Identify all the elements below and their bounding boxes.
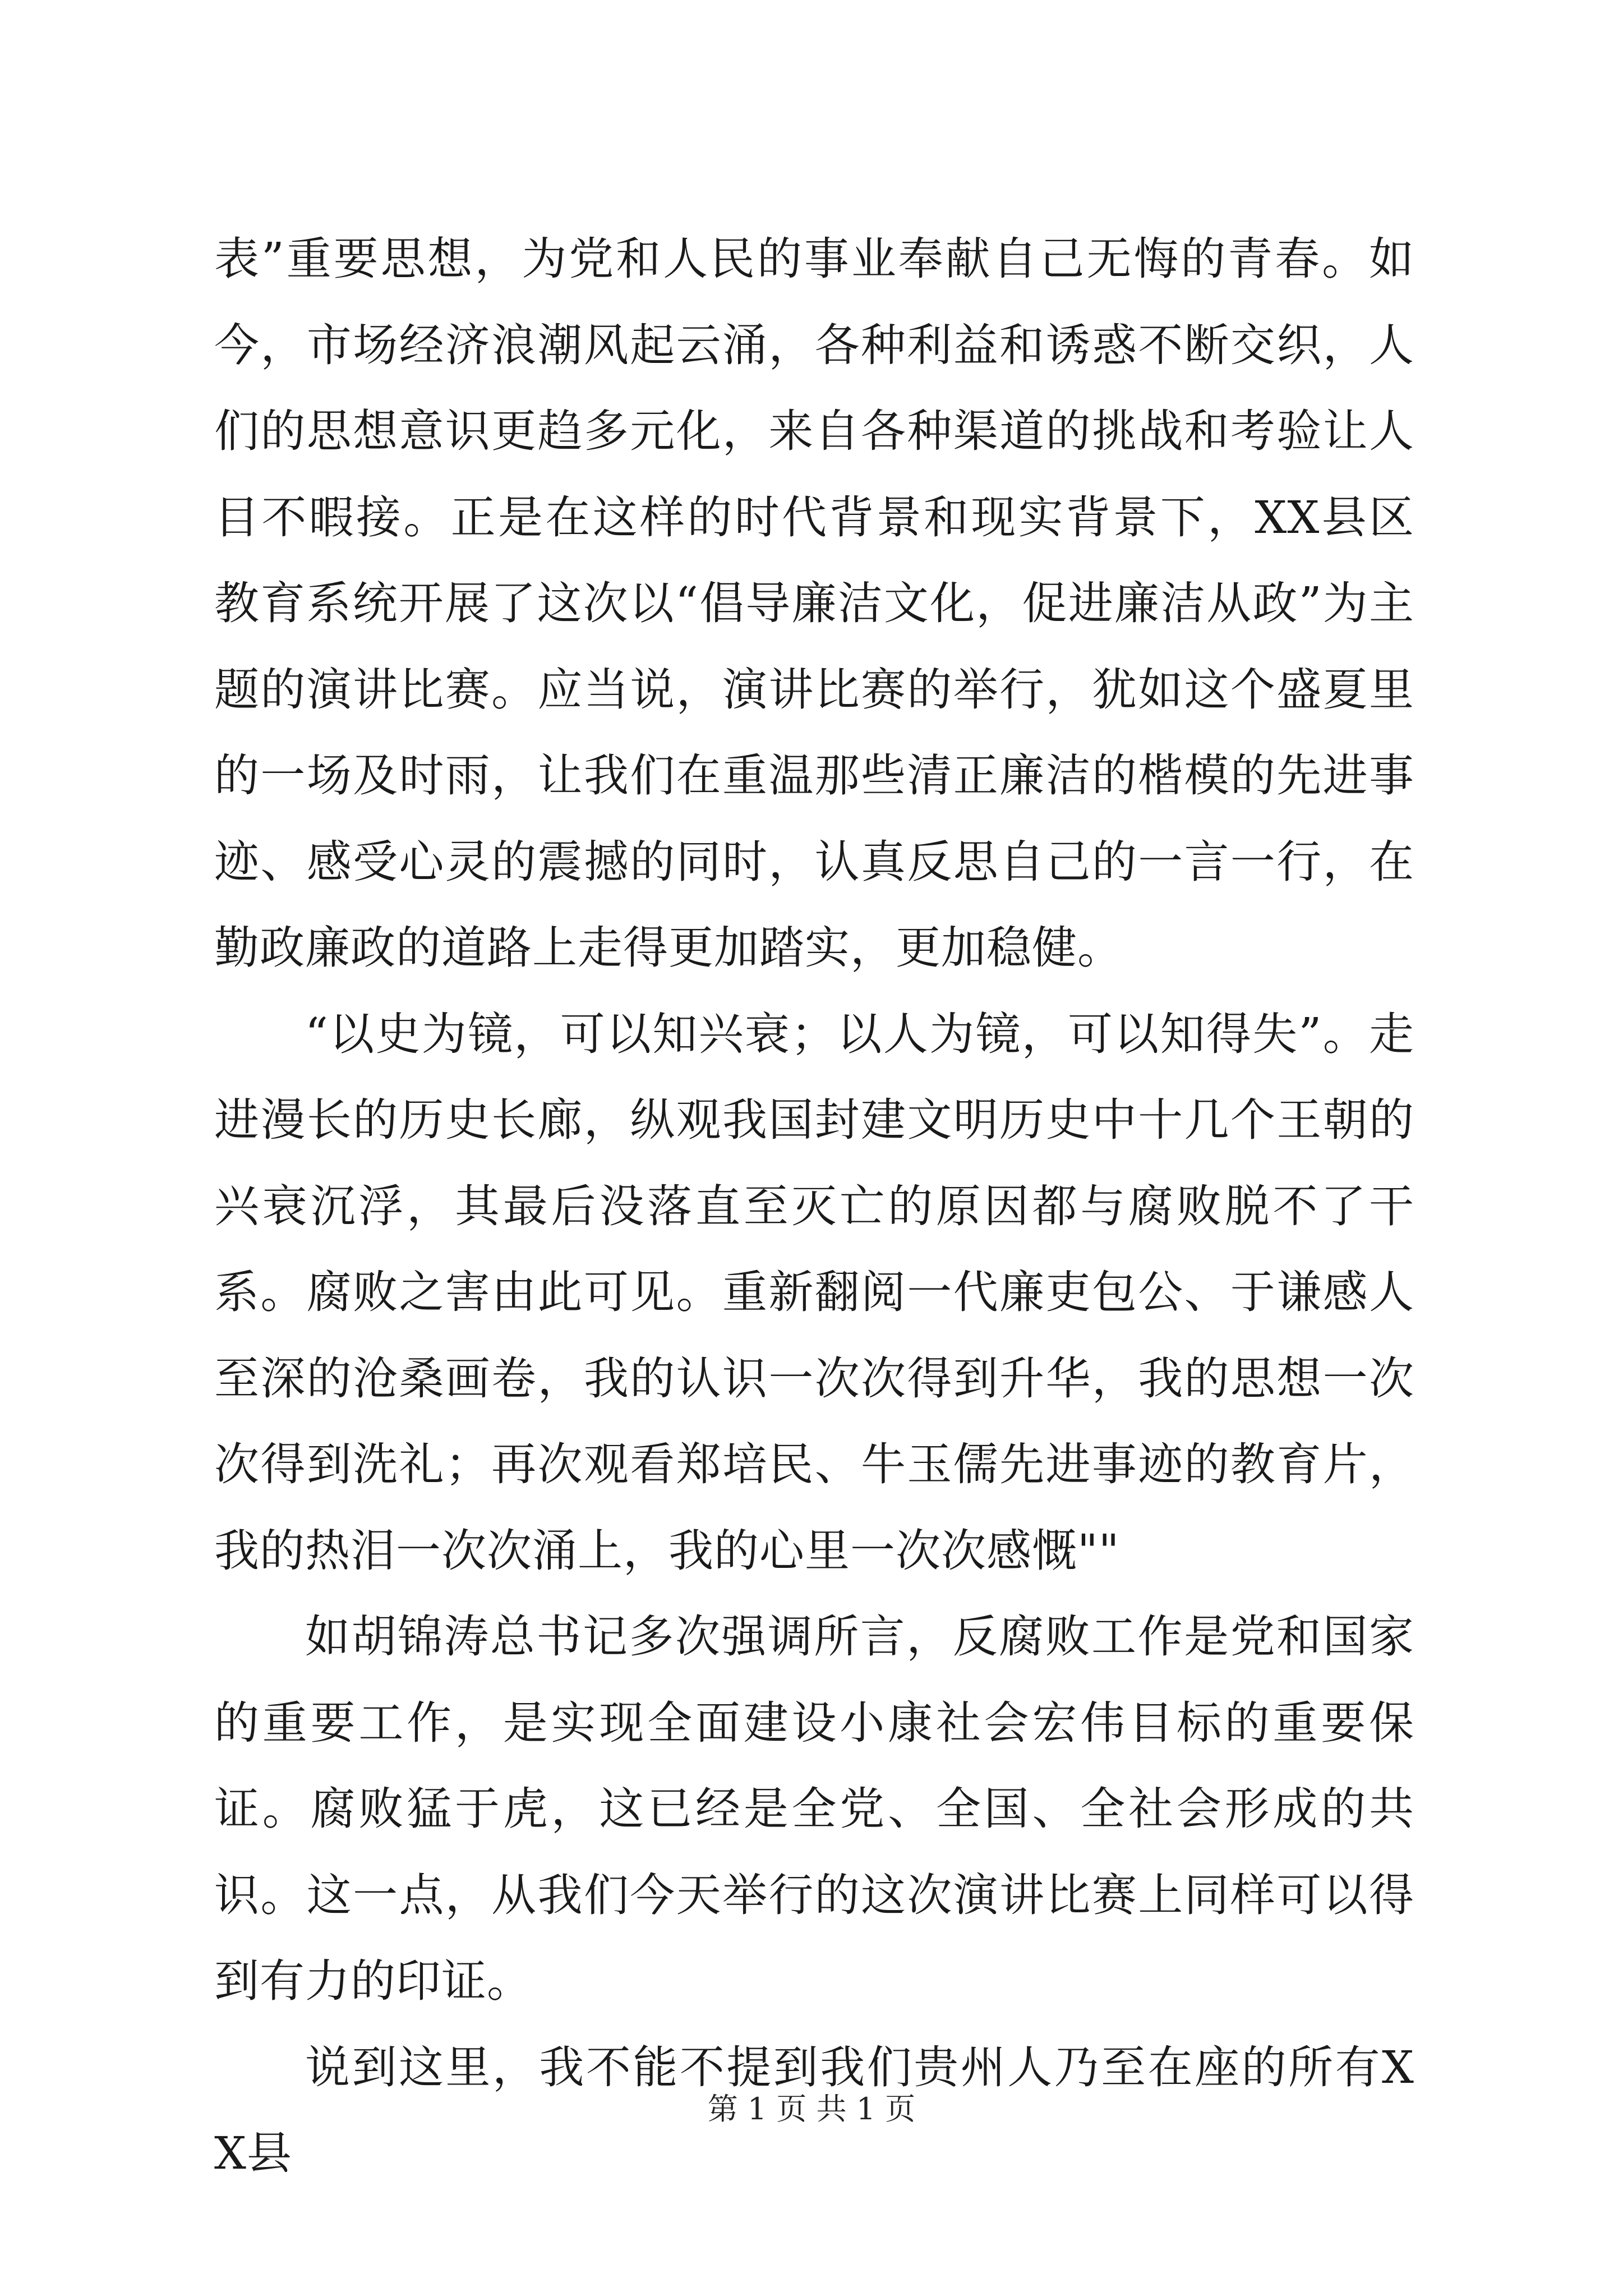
document-body: [214, 216, 1414, 2197]
paragraph-guizhou: 说到这里，我不能不提到我们贵州人乃至在座的所有XX县: [214, 2041, 1414, 2179]
paragraph-anti-corruption: 如胡锦涛总书记多次强调所言，反腐败工作是党和国家的重要工作，是实现全面建设小康社会宏伟目标的重要保证。腐败猛于虎，这已经是全党、全国、全社会形成的共识。这一点，从我们今天举行的这次演讲比赛上同样可以得到有力的印证。: [214, 1611, 1414, 2007]
paragraph-history-mirror: “以史为镜，可以知兴衰；以人为镜，可以知得失”。走进漫长的历史长廊，纵观我国封建文明历史中十几个王朝的兴衰沉浮，其最后没落直至灭亡的原因都与腐败脱不了干系。腐败之害由此可见。重新翻阅一代廉吏包公、于谦感人至深的沧桑画卷，我的认识一次次得到升华，我的思想一次次得到洗礼；再次观看郑培民、牛玉儒先进事迹的教育片，我的热泪一次次涌上，我的心里一次次感慨"": [214, 1007, 1414, 1577]
paragraph-continuation: 表”重要思想，为党和人民的事业奉献自己无悔的青春。如今，市场经济浪潮风起云涌，各种利益和诱惑不断交织，人们的思想意识更趋多元化，来自各种渠道的挑战和考验让人目不暇接。正是在这样的时代背景和现实背景下，XX县区教育系统开展了这次以“倡导廉洁文化，促进廉洁从政”为主题的演讲比赛。应当说，演讲比赛的举行，犹如这个盛夏里的一场及时雨，让我们在重温那些清正廉洁的楷模的先进事迹、感受心灵的震撼的同时，认真反思自己的一言一行，在勤政廉政的道路上走得更加踏实，更加稳健。: [214, 233, 1414, 974]
page-number-footer: 第 1 页 共 1 页: [707, 2091, 916, 2127]
